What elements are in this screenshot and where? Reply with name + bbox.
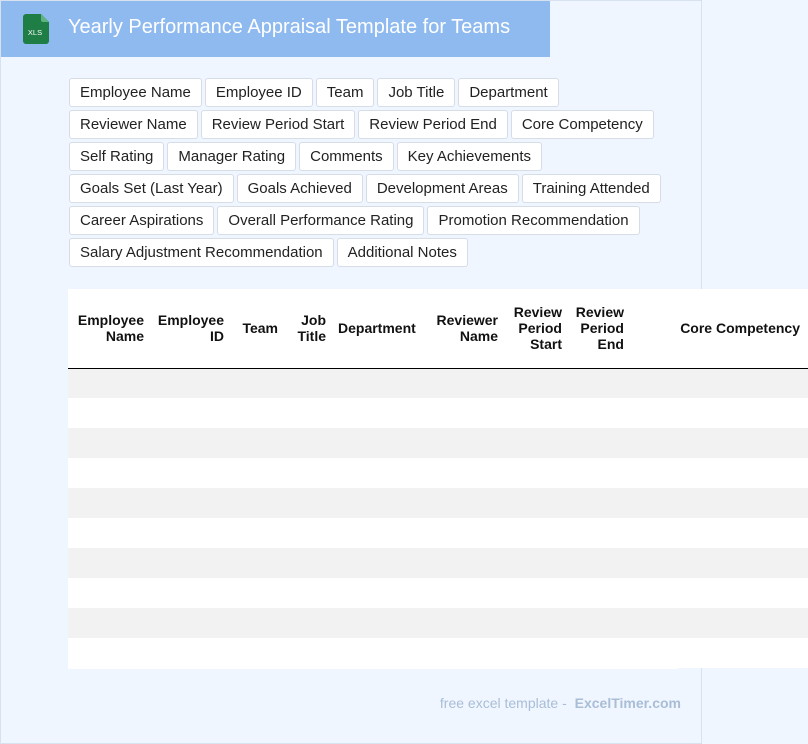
table-cell[interactable]	[632, 548, 808, 578]
column-tag[interactable]: Career Aspirations	[69, 206, 214, 235]
page-title: Yearly Performance Appraisal Template for Teams	[68, 16, 511, 38]
footer-text: free excel template -	[439, 695, 567, 711]
table-cell[interactable]	[286, 638, 334, 668]
table-body	[68, 368, 808, 668]
table-cell[interactable]	[506, 458, 570, 488]
table-cell[interactable]	[422, 638, 506, 668]
footer	[440, 695, 681, 711]
column-tag[interactable]: Employee ID	[205, 78, 313, 107]
column-tag[interactable]: Promotion Recommendation	[427, 206, 639, 235]
table-cell[interactable]	[422, 608, 506, 638]
table-cell[interactable]	[68, 398, 152, 428]
table-cell[interactable]	[506, 548, 570, 578]
table-row	[68, 488, 808, 518]
column-tag[interactable]: Salary Adjustment Recommendation	[69, 238, 334, 267]
column-tag[interactable]: Department	[458, 78, 558, 107]
table-cell[interactable]	[152, 398, 232, 428]
table-cell[interactable]	[152, 428, 232, 458]
table-cell[interactable]	[334, 488, 422, 518]
table-cell[interactable]	[152, 518, 232, 548]
column-tag[interactable]: Reviewer Name	[69, 110, 198, 139]
column-tag[interactable]: Development Areas	[366, 174, 519, 203]
table-cell[interactable]	[334, 548, 422, 578]
column-tag[interactable]: Goals Achieved	[237, 174, 363, 203]
table-cell[interactable]	[232, 518, 286, 548]
table-cell[interactable]	[286, 428, 334, 458]
table-cell[interactable]	[506, 518, 570, 548]
table-cell[interactable]	[152, 458, 232, 488]
column-header: Core Competency	[632, 289, 808, 368]
table-cell[interactable]	[334, 428, 422, 458]
table-cell[interactable]	[570, 578, 632, 608]
xls-file-icon	[23, 14, 49, 44]
table-cell[interactable]	[286, 458, 334, 488]
table-cell[interactable]	[632, 608, 808, 638]
table-row	[68, 518, 808, 548]
table-row	[68, 368, 808, 398]
table-cell[interactable]	[570, 608, 632, 638]
table-cell[interactable]	[68, 578, 152, 608]
table-cell[interactable]	[232, 458, 286, 488]
table-cell[interactable]	[422, 578, 506, 608]
table-cell[interactable]	[152, 608, 232, 638]
column-header: Reviewer Name	[422, 289, 506, 368]
table-cell[interactable]	[232, 608, 286, 638]
table-row	[68, 428, 808, 458]
column-tag[interactable]: Key Achievements	[397, 142, 542, 171]
table-cell[interactable]	[232, 488, 286, 518]
table-cell[interactable]	[632, 488, 808, 518]
table-cell[interactable]	[334, 638, 422, 668]
table-cell[interactable]	[152, 488, 232, 518]
column-tag[interactable]: Core Competency	[511, 110, 654, 139]
table-cell[interactable]	[232, 428, 286, 458]
table-cell[interactable]	[286, 578, 334, 608]
svg-text:XLS: XLS	[27, 28, 43, 37]
table-cell[interactable]	[570, 638, 632, 668]
table-cell[interactable]	[68, 488, 152, 518]
column-tag[interactable]: Job Title	[377, 78, 455, 107]
table-cell[interactable]	[334, 368, 422, 398]
table-cell[interactable]	[570, 488, 632, 518]
column-header: Employee Name	[68, 289, 152, 368]
table-cell[interactable]	[68, 368, 152, 398]
column-header: Team	[232, 289, 286, 368]
table-cell[interactable]	[334, 458, 422, 488]
table-cell[interactable]	[68, 518, 152, 548]
column-tag[interactable]: Additional Notes	[337, 238, 468, 267]
table-cell[interactable]	[632, 398, 808, 428]
column-tag[interactable]: Manager Rating	[167, 142, 296, 171]
table-row	[68, 458, 808, 488]
table-cell[interactable]	[232, 638, 286, 668]
appraisal-table	[68, 289, 808, 668]
table-cell[interactable]	[68, 638, 152, 668]
table-cell[interactable]	[286, 518, 334, 548]
column-tag[interactable]: Overall Performance Rating	[217, 206, 424, 235]
table-cell[interactable]	[232, 398, 286, 428]
table-row	[68, 638, 808, 668]
table-cell[interactable]	[68, 608, 152, 638]
table-cell[interactable]	[422, 518, 506, 548]
table-cell[interactable]	[286, 488, 334, 518]
table-cell[interactable]	[152, 548, 232, 578]
table-cell[interactable]	[152, 368, 232, 398]
table-cell[interactable]	[286, 548, 334, 578]
table-cell[interactable]	[632, 638, 808, 668]
table-cell[interactable]	[232, 368, 286, 398]
table-cell[interactable]	[232, 578, 286, 608]
table-cell[interactable]	[422, 398, 506, 428]
table-cell[interactable]	[570, 518, 632, 548]
table-cell[interactable]	[506, 428, 570, 458]
table-cell[interactable]	[422, 458, 506, 488]
column-tag[interactable]: Team	[316, 78, 375, 107]
table-cell[interactable]	[286, 398, 334, 428]
column-tag[interactable]: Employee Name	[69, 78, 202, 107]
table-cell[interactable]	[570, 428, 632, 458]
table-cell[interactable]	[152, 638, 232, 668]
table-cell[interactable]	[570, 458, 632, 488]
table-cell[interactable]	[506, 578, 570, 608]
column-header: Employee ID	[152, 289, 232, 368]
table-cell[interactable]	[334, 578, 422, 608]
table-cell[interactable]	[286, 368, 334, 398]
table-cell[interactable]	[422, 488, 506, 518]
table-cell[interactable]	[570, 398, 632, 428]
header-banner	[1, 1, 550, 57]
table-cell[interactable]	[570, 368, 632, 398]
appraisal-table-container[interactable]	[68, 289, 800, 669]
table-cell[interactable]	[422, 368, 506, 398]
column-header: Review Period End	[570, 289, 632, 368]
table-row	[68, 608, 808, 638]
table-cell[interactable]	[152, 578, 232, 608]
column-tag[interactable]: Comments	[299, 142, 394, 171]
table-cell[interactable]	[422, 548, 506, 578]
table-cell[interactable]	[286, 608, 334, 638]
table-cell[interactable]	[632, 578, 808, 608]
column-tag[interactable]: Self Rating	[69, 142, 164, 171]
column-tag[interactable]: Review Period Start	[201, 110, 356, 139]
column-header: Review Period Start	[506, 289, 570, 368]
column-tag[interactable]: Goals Set (Last Year)	[69, 174, 234, 203]
table-cell[interactable]	[506, 488, 570, 518]
table-row	[68, 548, 808, 578]
table-cell[interactable]	[334, 398, 422, 428]
table-cell[interactable]	[334, 518, 422, 548]
table-cell[interactable]	[68, 458, 152, 488]
table-cell[interactable]	[570, 548, 632, 578]
footer-brand-link[interactable]: ExcelTimer.com	[574, 695, 681, 711]
table-cell[interactable]	[68, 428, 152, 458]
table-row	[68, 578, 808, 608]
column-header: Job Title	[286, 289, 334, 368]
table-cell[interactable]	[632, 458, 808, 488]
table-cell[interactable]	[422, 428, 506, 458]
table-cell[interactable]	[506, 638, 570, 668]
column-tag[interactable]: Review Period End	[358, 110, 508, 139]
table-cell[interactable]	[632, 518, 808, 548]
table-cell[interactable]	[68, 548, 152, 578]
table-cell[interactable]	[506, 608, 570, 638]
column-tag-list	[69, 78, 685, 267]
column-tag[interactable]: Training Attended	[522, 174, 661, 203]
table-header-row	[68, 289, 808, 368]
column-header: Department	[334, 289, 422, 368]
table-cell[interactable]	[334, 608, 422, 638]
table-row	[68, 398, 808, 428]
table-cell[interactable]	[232, 548, 286, 578]
table-cell[interactable]	[506, 398, 570, 428]
table-cell[interactable]	[632, 368, 808, 398]
table-cell[interactable]	[632, 428, 808, 458]
table-cell[interactable]	[506, 368, 570, 398]
